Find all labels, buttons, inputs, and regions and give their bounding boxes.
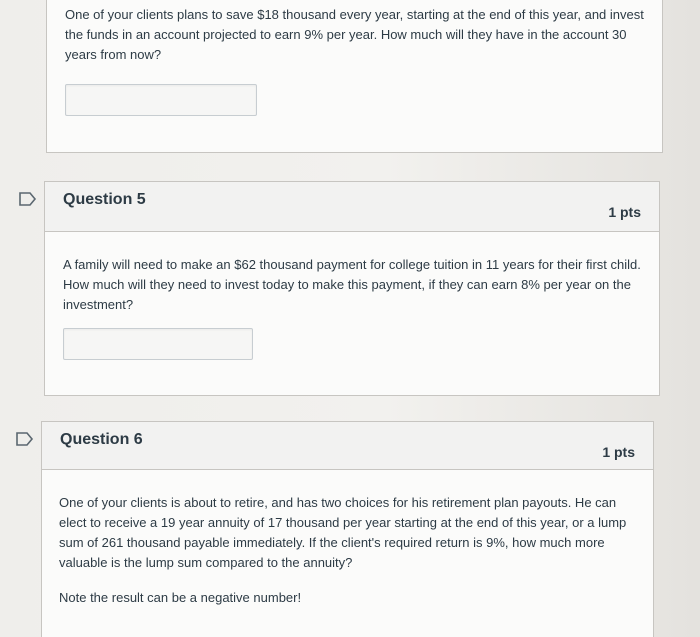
question-4-text: One of your clients plans to save $18 thousand every year, starting at the end of this year, and invest the funds in an account projected to earn 9% per year. How much will they have in the account 30 years from now?: [65, 7, 644, 62]
question-5-card: [44, 181, 660, 396]
question-5-points: 1 pts: [608, 204, 641, 220]
question-6-card: [41, 421, 654, 637]
question-5-title: Question 5: [63, 191, 146, 208]
flag-outline-icon[interactable]: [16, 432, 34, 446]
question-6-title: Question 6: [60, 431, 143, 448]
question-6-note: Note the result can be a negative number!: [59, 590, 302, 605]
question-5-header: [45, 182, 659, 232]
question-5-text: A family will need to make an $62 thousand payment for college tuition in 11 years for their first child. How much will they need to invest today to make this payment, if they can earn 8% per year on the investment?: [63, 257, 641, 312]
flag-outline-icon[interactable]: [19, 192, 37, 206]
question-6-points: 1 pts: [602, 444, 635, 460]
question-4-answer-input[interactable]: [65, 84, 257, 116]
question-5-answer-input[interactable]: [63, 328, 253, 360]
question-6-header: [42, 422, 653, 470]
question-6-text: One of your clients is about to retire, and has two choices for his retirement plan payouts. He can elect to receive a 19 year annuity of 17 thousand per year starting at the end of this year, or a lump sum of 261 thousand payable immediately. If the client's required return is 9%, how much more valuable is the lump sum compared to the annuity?: [59, 495, 627, 570]
question-4-card: [46, 0, 663, 153]
